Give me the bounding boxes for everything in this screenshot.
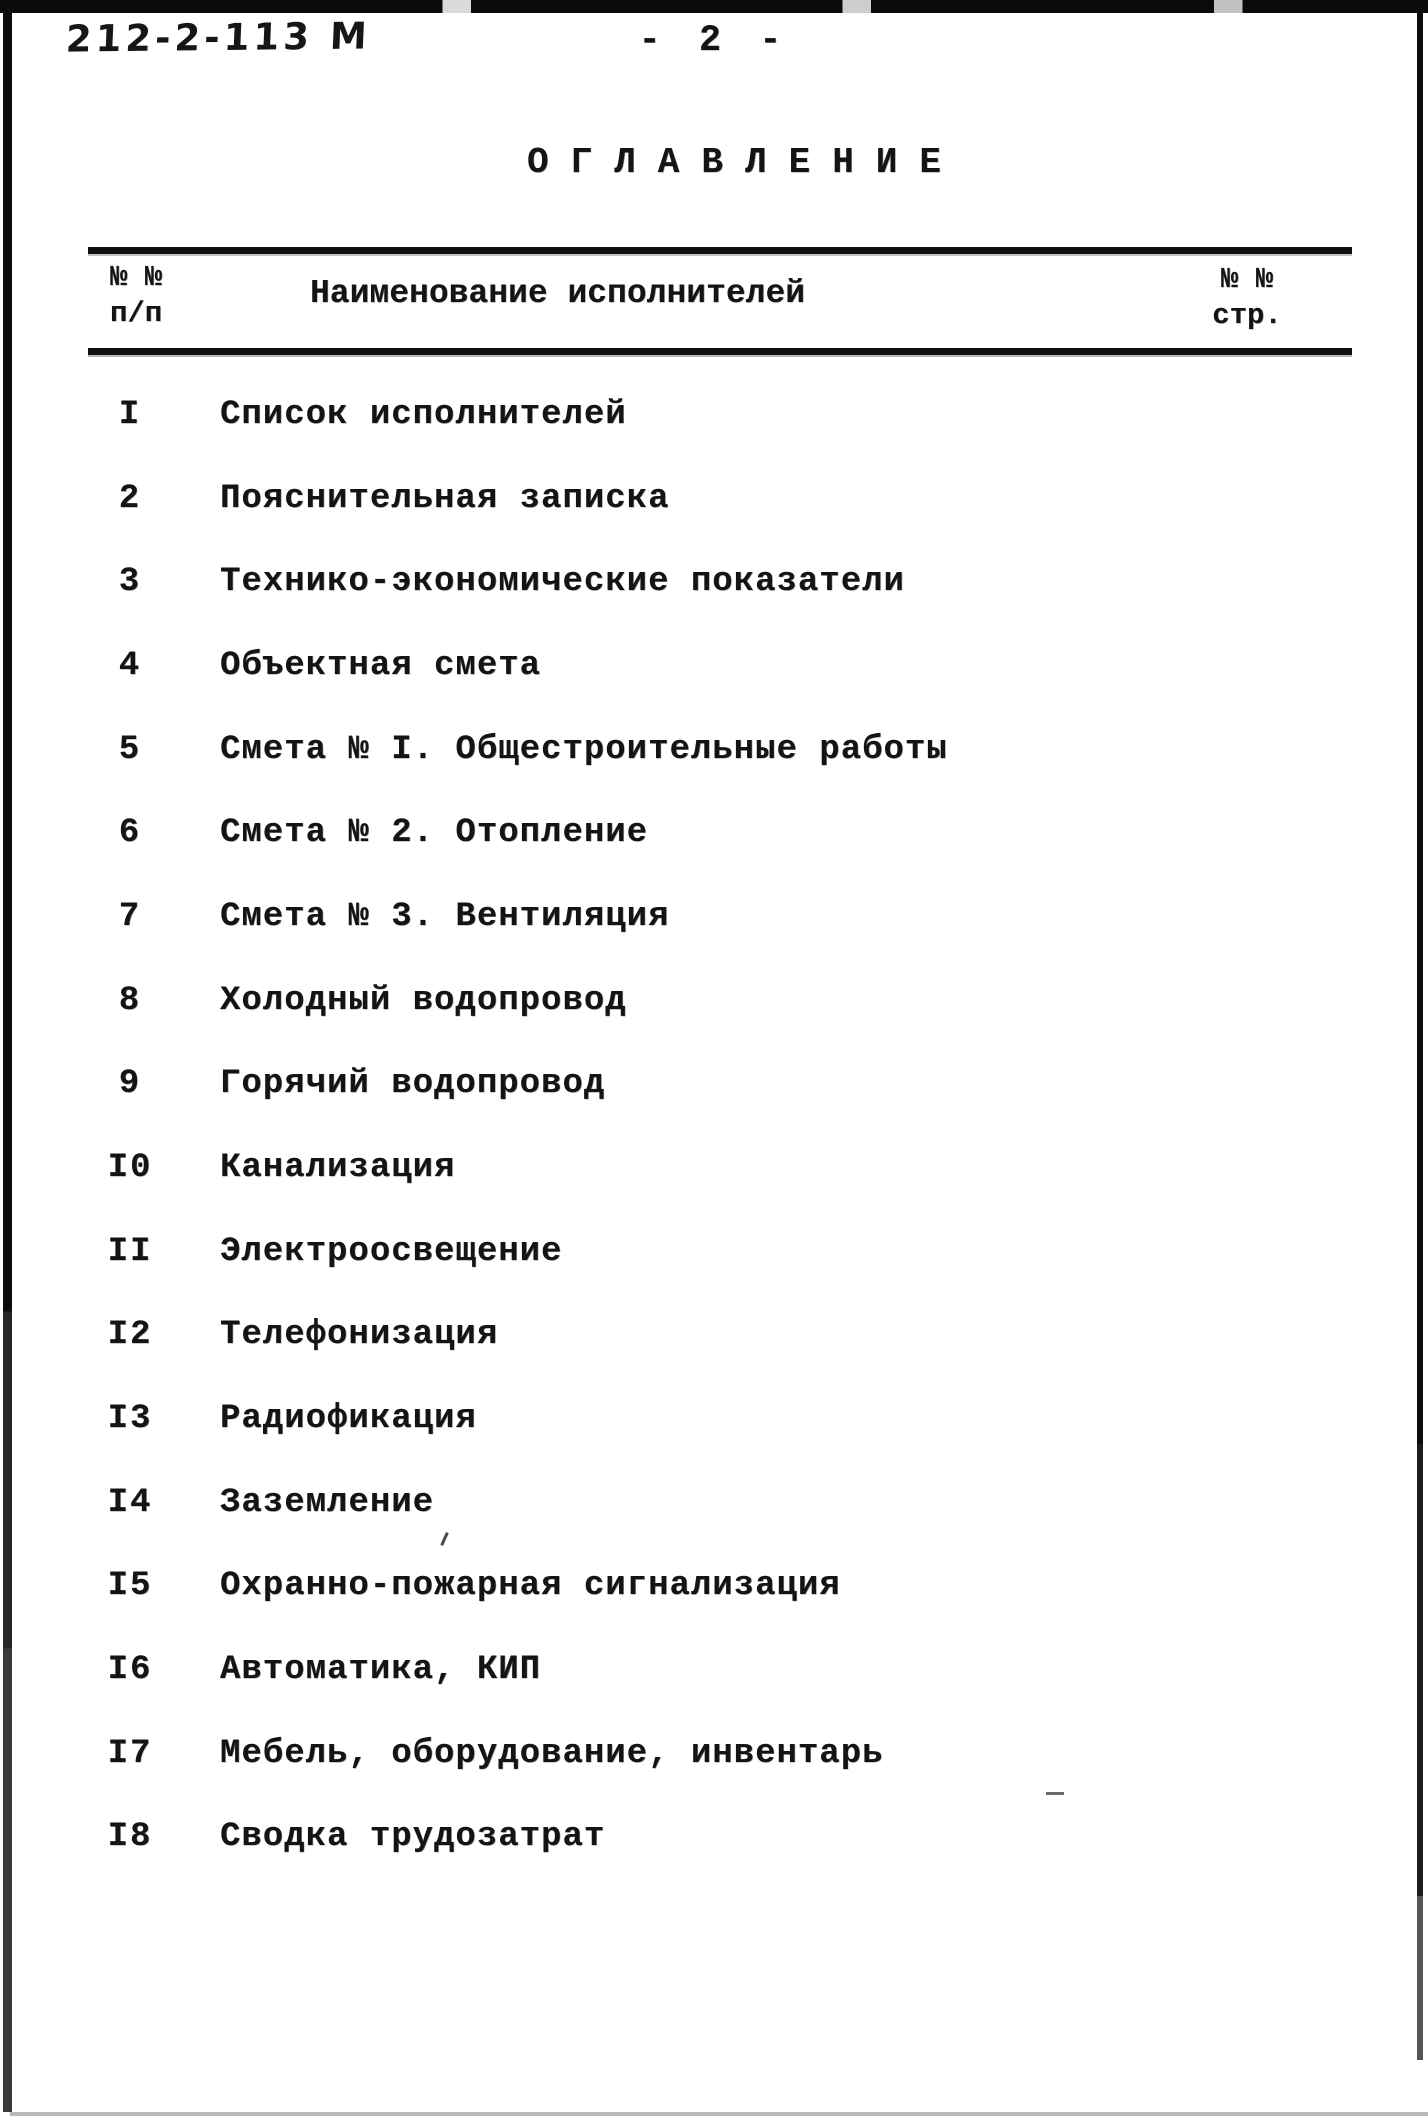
toc-row: [0, 1651, 1428, 1697]
column-header-item-number-line1: № №: [110, 261, 163, 294]
toc-row: [0, 1316, 1428, 1362]
scan-border-bottom: [10, 2112, 1428, 2116]
toc-row: [0, 1065, 1428, 1111]
document-code: 212-2-113 М: [65, 14, 372, 61]
row-title: Объектная смета: [220, 647, 542, 685]
scan-artifact-tick: [440, 1532, 448, 1546]
row-number: I3: [107, 1400, 153, 1438]
row-number: 3: [118, 563, 142, 601]
row-title: Электроосвещение: [220, 1233, 563, 1271]
column-header-item-number: [110, 260, 162, 332]
row-number: I6: [107, 1651, 153, 1689]
row-number: I4: [107, 1484, 153, 1522]
scan-border-left: [3, 6, 12, 2112]
row-title: Смета № I. Общестроительные работы: [220, 731, 948, 769]
column-header-name: Наименование исполнителей: [310, 275, 806, 312]
row-title: Мебель, оборудование, инвентарь: [220, 1735, 884, 1773]
toc-row: [0, 1735, 1428, 1781]
toc-row: [0, 647, 1428, 693]
toc-row: [0, 396, 1428, 442]
row-title: Канализация: [220, 1149, 456, 1187]
row-number: I5: [107, 1567, 153, 1605]
scan-artifact-dash: [1046, 1792, 1064, 1795]
row-number: I0: [107, 1149, 153, 1187]
row-number: 6: [118, 814, 142, 852]
table-header-rule-bottom: [88, 348, 1352, 355]
row-number: I7: [107, 1735, 153, 1773]
row-number: I2: [107, 1316, 153, 1354]
toc-row: [0, 982, 1428, 1028]
row-number: 9: [118, 1065, 142, 1103]
row-title: Технико-экономические показатели: [220, 563, 905, 601]
toc-row: [0, 814, 1428, 860]
row-title: Автоматика, КИП: [220, 1651, 542, 1689]
page-title: ОГЛАВЛЕНИЕ: [526, 142, 964, 183]
row-title: Охранно-пожарная сигнализация: [220, 1567, 841, 1605]
row-title: Радиофикация: [220, 1400, 477, 1438]
row-number: 7: [118, 898, 142, 936]
table-header-rule-top: [88, 247, 1352, 254]
toc-row: [0, 480, 1428, 526]
toc-row: [0, 1818, 1428, 1864]
toc-row: [0, 1484, 1428, 1530]
row-number: 2: [118, 480, 142, 518]
row-title: Смета № 2. Отопление: [220, 814, 649, 852]
column-header-item-number-line2: п/п: [110, 297, 163, 330]
row-number: 8: [118, 982, 142, 1020]
row-title: Смета № 3. Вентиляция: [220, 898, 670, 936]
row-number: I8: [107, 1818, 153, 1856]
toc-row: [0, 1400, 1428, 1446]
toc-row: [0, 1233, 1428, 1279]
row-title: Пояснительная записка: [220, 480, 670, 518]
row-title: Телефонизация: [220, 1316, 499, 1354]
row-number: 4: [118, 647, 142, 685]
row-title: Горячий водопровод: [220, 1065, 606, 1103]
toc-row: [0, 563, 1428, 609]
column-header-page-number-line1: № №: [1220, 263, 1274, 296]
toc-row: [0, 898, 1428, 944]
row-number: 5: [118, 731, 142, 769]
page-number: - 2 -: [638, 20, 790, 62]
row-number: I: [118, 396, 142, 434]
toc-row: [0, 1149, 1428, 1195]
row-title: Список исполнителей: [220, 396, 627, 434]
toc-row: [0, 731, 1428, 777]
row-title: Сводка трудозатрат: [220, 1818, 606, 1856]
column-header-page-number-line2: стр.: [1212, 299, 1282, 332]
scan-border-top: [0, 0, 1428, 13]
row-title: Заземление: [220, 1484, 435, 1522]
row-number: II: [107, 1233, 153, 1271]
row-title: Холодный водопровод: [220, 982, 627, 1020]
column-header-page-number: [1192, 262, 1302, 334]
toc-row: [0, 1567, 1428, 1613]
